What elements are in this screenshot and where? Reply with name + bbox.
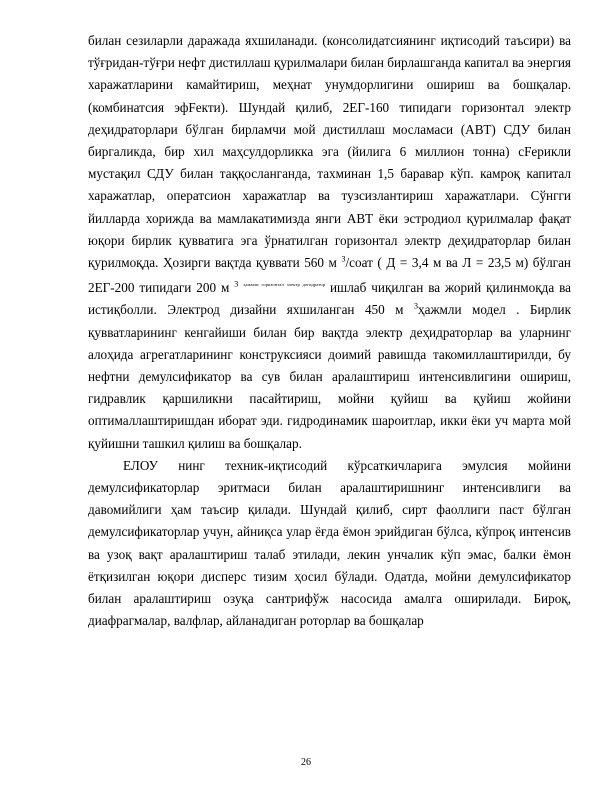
paragraph-2: ЕЛОУ нинг техник-иқтисодий кўрсаткичларига эмулсия мойини демулсификаторлар эритмаси билан аралаштиришнинг интенсивлиги ва давомийлиги ҳам таъсир қилади. Шундай қилиб, сирт фаоллиги паст бўлган демулсификаторлар учун, айниқса улар ёғда ёмон эрийдиган бўлса, кўпроқ интенсив ва узоқ вақт аралаштириш талаб этилади, лекин унчалик кўп эмас, балки ёмон ётқизилган юқори дисперс тизим ҳосил бўлади. Одатда, мойни демулсификатор билан аралаштириш озуқа сантрифўж насосида амалга оширилади. Бироқ, диафрагмалар, валфлар, айланадиган роторлар ва бошқалар — [88, 457, 571, 629]
paragraph-1-part-1: билан сезиларли даражада яхшиланади. (консолидатсиянинг иқтисодий таъсири) ва тўғридан-тўғри нефт дистиллаш қурилмалари билан бирлашганда капитал ва энергия харажатларини камайтириш, меҳнат унумдорлигини ошириш ва бошқалар. (комбинатсия эфFекти). Шундай қилиб, 2ЕГ-160 типидаги горизонтал электр деҳидраторлари бўлган бирламчи мой дистиллаш мосламаси (АВТ) СДУ билан биргаликда, бир хил маҳсулдорликка эга (йилига 6 миллион тонна) сFерикли мустақил СДУ билан таққосланганда, тахминан 1,5 баравар кўп. камроқ капитал харажатлар, оператсион харажатлар ва тузсизлантириш харажатлари. Сўнгги йилларда хорижда ва мамлакатимизда янги АВТ ёки эстродиол қурилмалар фақат юқори бирлик қувватига эга ўрнатилган горизонтал электр деҳидраторлар билан қурилмоқда. Ҳозирги вақтда қуввати 560 м — [88, 33, 571, 271]
superscript-cubic-1: 3 — [341, 254, 346, 264]
paragraph-1 — [88, 30, 571, 455]
tiny-inline-text: ҳажмли горизонтал электр дегидратор — [243, 282, 326, 288]
paragraph-1-part-4: ҳажмли модел . Бирлик қувватларининг кенгайиши билан бир вақтда электр деҳидраторлар ва уларнинг алоҳида агрегатларининг конструксияси доимий равишда такомиллаштирилди, бу нефтни демулсификатор ва сув билан аралаштириш интенсивлигини ошириш, гидравлик қаршиликни пасайтириш, мойни қуйиш ва қуйиш жойини оптималлаштиришдан иборат эди. гидродинамик шароитлар, икки ёки уч марта мой қуйишни ташкил қилиш ва бошқалар. — [88, 302, 572, 451]
document-page — [88, 30, 571, 632]
superscript-cubic-3: 3 — [414, 302, 418, 312]
page-number: 26 — [301, 757, 311, 768]
paragraph-1-part-3: ишлаб чиқилган ва жорий қилинмоқда ва истиқболли. Электрод дизайни яхшиланган 450 м — [88, 280, 572, 318]
paragraph-1-part-2: /соат ( Д = 3,4 м ва Л = 23,5 м) бўлган 2ЕГ-200 типидаги 200 м — [88, 255, 571, 296]
superscript-cubic-2: 3 — [234, 279, 239, 289]
